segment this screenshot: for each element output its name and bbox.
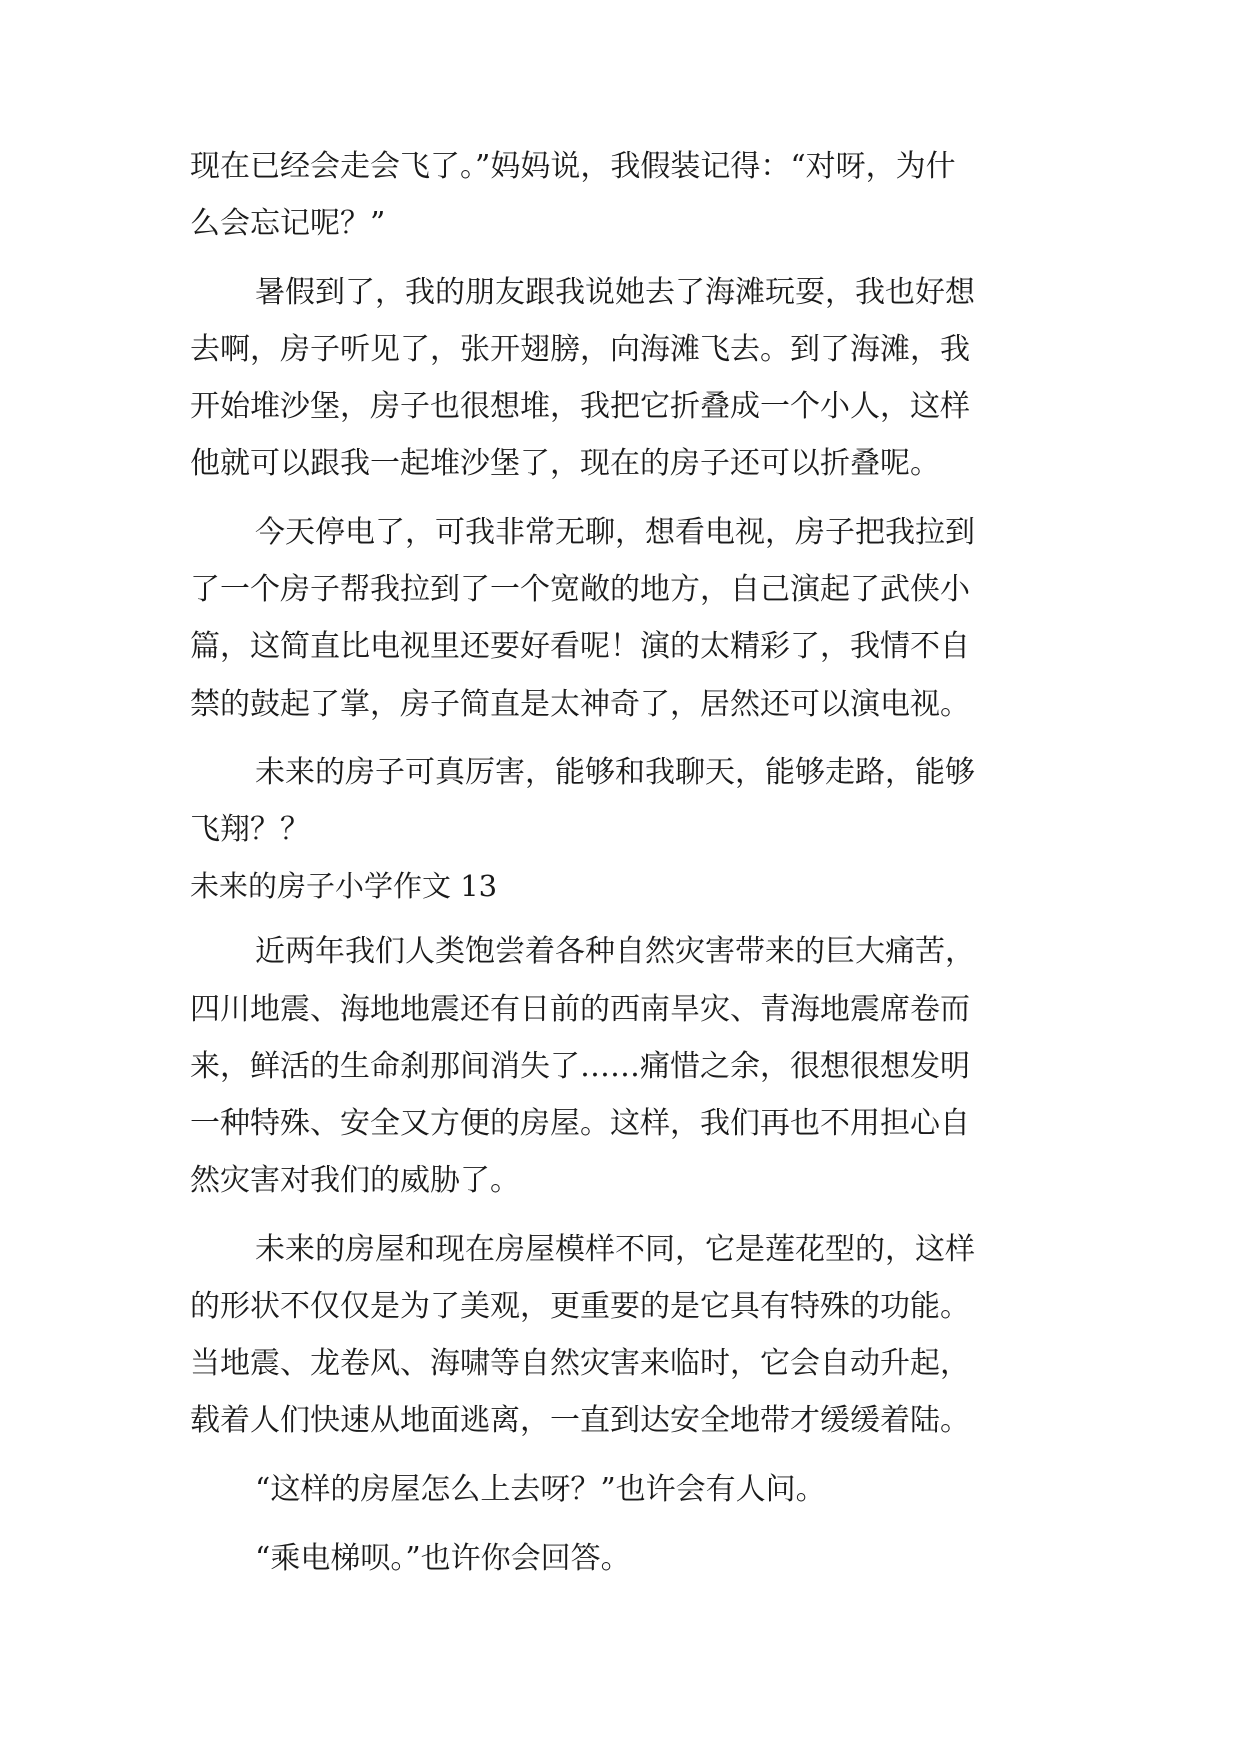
text-line: 去啊，房子听见了，张开翅膀，向海滩飞去。到了海滩，我: [190, 332, 970, 367]
text-line: 近两年我们人类饱尝着各种自然灾害带来的巨大痛苦，: [255, 934, 975, 969]
text-line: 现在已经会走会飞了。”妈妈说，我假装记得：“对呀，为什: [190, 149, 956, 184]
text-line: 他就可以跟我一起堆沙堡了，现在的房子还可以折叠呢。: [190, 446, 940, 481]
text-line: “乘电梯呗。”也许你会回答。: [255, 1541, 631, 1576]
text-line: 未来的房屋和现在房屋模样不同，它是莲花型的，这样: [255, 1232, 975, 1267]
text-line: 么会忘记呢？”: [190, 206, 386, 241]
text-line: “这样的房屋怎么上去呀？”也许会有人问。: [255, 1472, 826, 1507]
text-line: 然灾害对我们的威胁了。: [190, 1163, 520, 1198]
text-line: 开始堆沙堡，房子也很想堆，我把它折叠成一个小人，这样: [190, 389, 970, 424]
section-heading: 未来的房子小学作文 13: [190, 869, 498, 903]
text-line: 当地震、龙卷风、海啸等自然灾害来临时，它会自动升起，: [190, 1346, 970, 1381]
text-line: 一种特殊、安全又方便的房屋。这样，我们再也不用担心自: [190, 1106, 970, 1141]
text-line: 暑假到了，我的朋友跟我说她去了海滩玩耍，我也好想: [255, 275, 975, 310]
text-line: 未来的房子可真厉害，能够和我聊天，能够走路，能够: [255, 755, 975, 790]
text-line: 载着人们快速从地面逃离，一直到达安全地带才缓缓着陆。: [190, 1403, 970, 1438]
text-line: 四川地震、海地地震还有日前的西南旱灾、青海地震席卷而: [190, 992, 970, 1027]
text-line: 禁的鼓起了掌，房子简直是太神奇了，居然还可以演电视。: [190, 687, 970, 722]
text-line: 篇，这简直比电视里还要好看呢！演的太精彩了，我情不自: [190, 629, 970, 664]
text-line: 来，鲜活的生命刹那间消失了……痛惜之余，很想很想发明: [190, 1049, 970, 1084]
text-line: 今天停电了，可我非常无聊，想看电视，房子把我拉到: [255, 515, 975, 550]
text-line: 了一个房子帮我拉到了一个宽敞的地方，自己演起了武侠小: [190, 572, 970, 607]
text-line: 的形状不仅仅是为了美观，更重要的是它具有特殊的功能。: [190, 1289, 970, 1324]
text-line: 飞翔？？: [190, 812, 310, 847]
